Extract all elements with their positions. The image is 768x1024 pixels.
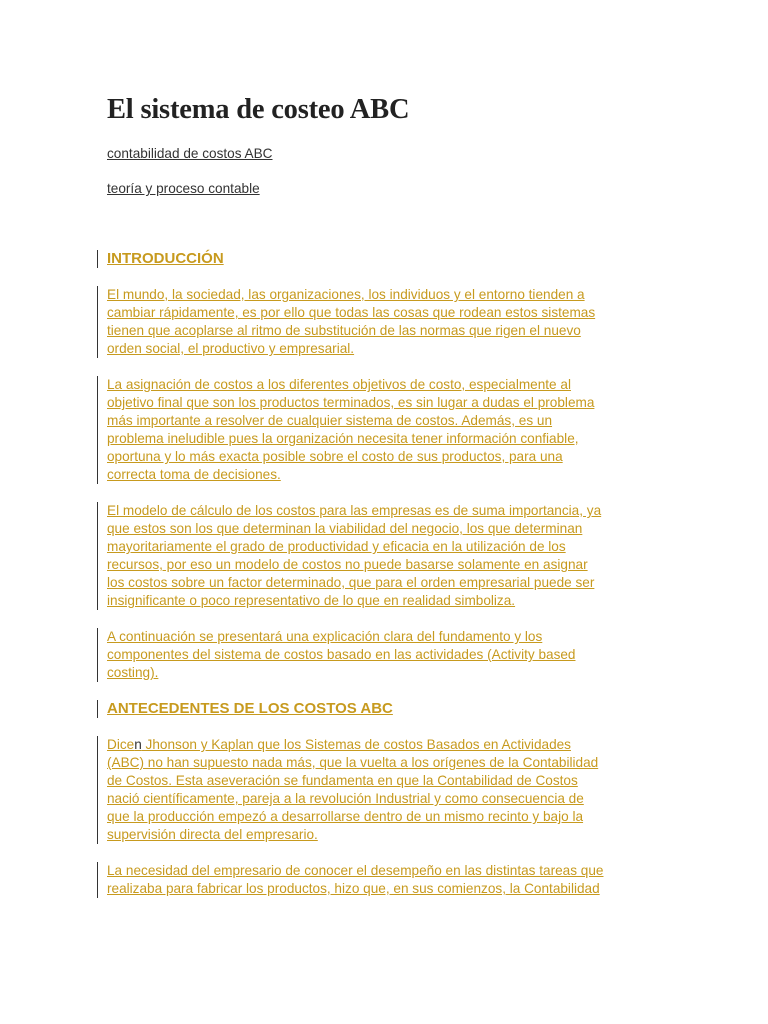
text-line: los costos sobre un factor determinado, que para el orden empresarial puede ser [107,575,595,590]
paragraph-3 [97,502,667,610]
text-line: componentes del sistema de costos basado en las actividades (Activity based [107,647,576,662]
text-line: insignificante o poco representativo de lo que en realidad simboliza. [107,593,516,608]
paragraph-1-text[interactable] [107,286,667,358]
heading-antecedentes[interactable]: ANTECEDENTES DE LOS COSTOS ABC [107,700,393,717]
text-line: oportuna y lo más exacta posible sobre el costo de sus productos, para una [107,449,563,464]
text-line: que estos son los que determinan la viabilidad del negocio, los que determinan [107,521,583,536]
text-line: A continuación se presentará una explicación clara del fundamento y los [107,629,543,644]
text-line: orden social, el productivo y empresarial. [107,341,355,356]
text-line: más importante a resolver de cualquier sistema de costos. Además, es un [107,413,553,428]
document-title: El sistema de costeo ABC [107,94,410,125]
document-page [107,92,667,898]
section-introduccion [97,250,667,268]
text-line: costing). [107,665,159,680]
text-line: recursos, por eso un modelo de costos no puede basarse solamente en asignar [107,557,588,572]
paragraph-2 [97,376,667,484]
paragraph-1 [97,286,667,358]
paragraph-6-text[interactable] [107,862,667,898]
heading-introduccion[interactable]: INTRODUCCIÓN [107,250,224,267]
text-line: que la producción empezó a desarrollarse dentro de un mismo recinto y bajo la [107,809,584,824]
text-line: supervisión directa del empresario. [107,827,318,842]
text-line: La necesidad del empresario de conocer el desempeño en las distintas tareas que [107,863,604,878]
paragraph-2-text[interactable] [107,376,667,484]
text-line: El modelo de cálculo de los costos para las empresas es de suma importancia, ya [107,503,602,518]
paragraph-5 [97,736,667,844]
paragraph-4 [97,628,667,682]
text-fragment-dark: n [134,737,142,752]
text-line: cambiar rápidamente, es por ello que todas las cosas que rodean estos sistemas [107,305,596,320]
text-line [107,736,667,754]
text-line: (ABC) no han supuesto nada más, que la vuelta a los orígenes de la Contabilidad [107,755,599,770]
text-line: objetivo final que son los productos terminados, es sin lugar a dudas el problema [107,395,595,410]
text-line: problema ineludible pues la organización necesita tener información confiable, [107,431,579,446]
text-line: mayoritariamente el grado de productividad y eficacia en la utilización de los [107,539,566,554]
text-fragment: Jhonson y Kaplan que los Sistemas de costos Basados en Actividades [141,737,571,752]
text-line: La asignación de costos a los diferentes objetivos de costo, especialmente al [107,377,571,392]
text-line: correcta toma de decisiones. [107,467,281,482]
text-line: realizaba para fabricar los productos, hizo que, en sus comienzos, la Contabilidad [107,881,600,896]
paragraph-4-text[interactable] [107,628,667,682]
paragraph-5-text[interactable] [107,736,667,844]
link-teoria-proceso-contable[interactable]: teoría y proceso contable [107,181,260,196]
text-line: de Costos. Esta aseveración se fundamenta en que la Contabilidad de Costos [107,773,578,788]
text-line: El mundo, la sociedad, las organizaciones, los individuos y el entorno tienden a [107,287,585,302]
text-line: nació científicamente, pareja a la revolución Industrial y como consecuencia de [107,791,584,806]
paragraph-6 [97,862,667,898]
paragraph-3-text[interactable] [107,502,667,610]
section-antecedentes [97,700,667,718]
text-fragment: Dice [107,737,135,752]
text-line: tienen que acoplarse al ritmo de substitución de las normas que rigen el nuevo [107,323,581,338]
link-contabilidad-costos-abc[interactable]: contabilidad de costos ABC [107,146,273,161]
